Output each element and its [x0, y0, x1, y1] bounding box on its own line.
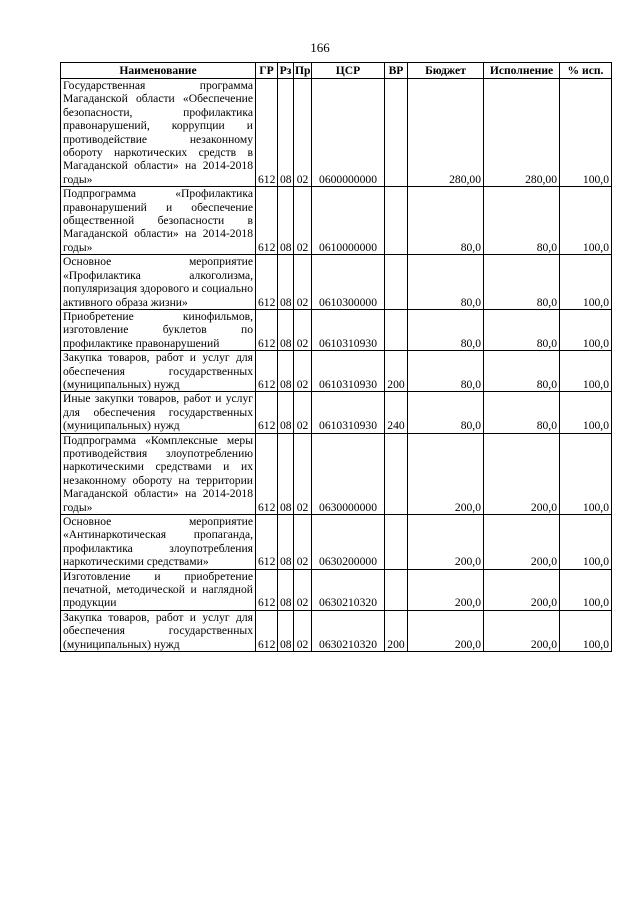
- row-name: Государственная программа Магаданской области «Обеспечение безопасности, профилактика правонарушений, коррупции и противодействие незаконному обороту наркотических средств в Магаданской области» на 2014-2018 годы»: [61, 79, 256, 187]
- row-gr: 612: [256, 79, 278, 187]
- row-gr: 612: [256, 515, 278, 570]
- row-name: Основное мероприятие «Антинаркотическая пропаганда, профилактика злоупотребления наркотическими средствами»: [61, 515, 256, 570]
- header-name: Наименование: [61, 63, 256, 79]
- row-pct: 100,0: [560, 351, 612, 392]
- row-execution: 80,0: [484, 392, 560, 433]
- row-pct: 100,0: [560, 79, 612, 187]
- row-rz: 08: [278, 255, 294, 310]
- row-gr: 612: [256, 610, 278, 651]
- row-pct: 100,0: [560, 309, 612, 350]
- row-csr: 0630000000: [312, 433, 385, 514]
- row-budget: 80,0: [408, 309, 484, 350]
- row-rz: 08: [278, 515, 294, 570]
- row-budget: 200,0: [408, 569, 484, 610]
- row-pct: 100,0: [560, 433, 612, 514]
- row-pr: 02: [294, 569, 312, 610]
- row-pr: 02: [294, 309, 312, 350]
- row-pct: 100,0: [560, 515, 612, 570]
- row-name: Закупка товаров, работ и услуг для обеспечения государственных (муниципальных) нужд: [61, 610, 256, 651]
- row-execution: 80,0: [484, 309, 560, 350]
- table-row: [61, 79, 612, 187]
- row-gr: 612: [256, 351, 278, 392]
- budget-table: [60, 62, 612, 652]
- row-name: Основное мероприятие «Профилактика алкоголизма, популяризация здорового и социально активного образа жизни»: [61, 255, 256, 310]
- row-name: Закупка товаров, работ и услуг для обеспечения государственных (муниципальных) нужд: [61, 351, 256, 392]
- row-pct: 100,0: [560, 569, 612, 610]
- row-csr: 0630210320: [312, 610, 385, 651]
- row-budget: 80,0: [408, 392, 484, 433]
- table-row: [61, 610, 612, 651]
- row-execution: 80,0: [484, 255, 560, 310]
- row-budget: 280,00: [408, 79, 484, 187]
- row-execution: 80,0: [484, 351, 560, 392]
- row-csr: 0630200000: [312, 515, 385, 570]
- row-name: Изготовление и приобретение печатной, методической и наглядной продукции: [61, 569, 256, 610]
- row-gr: 612: [256, 392, 278, 433]
- table-row: [61, 255, 612, 310]
- table-row: [61, 569, 612, 610]
- row-csr: 0610310930: [312, 392, 385, 433]
- header-pct: % исп.: [560, 63, 612, 79]
- row-budget: 200,0: [408, 610, 484, 651]
- header-rz: Рз: [278, 63, 294, 79]
- row-vr: 200: [385, 351, 408, 392]
- row-rz: 08: [278, 610, 294, 651]
- row-vr: [385, 309, 408, 350]
- row-gr: 612: [256, 309, 278, 350]
- row-rz: 08: [278, 392, 294, 433]
- row-pr: 02: [294, 433, 312, 514]
- header-vr: ВР: [385, 63, 408, 79]
- row-execution: 200,0: [484, 433, 560, 514]
- row-pct: 100,0: [560, 610, 612, 651]
- row-gr: 612: [256, 255, 278, 310]
- row-name: Подпрограмма «Комплексные меры противодействия злоупотреблению наркотическими средствами и их незаконному обороту на территории Магаданской области» на 2014-2018 годы»: [61, 433, 256, 514]
- row-vr: 200: [385, 610, 408, 651]
- row-gr: 612: [256, 187, 278, 255]
- row-execution: 280,00: [484, 79, 560, 187]
- row-budget: 200,0: [408, 433, 484, 514]
- row-vr: [385, 79, 408, 187]
- row-rz: 08: [278, 187, 294, 255]
- row-name: Приобретение кинофильмов, изготовление буклетов по профилактике правонарушений: [61, 309, 256, 350]
- row-pr: 02: [294, 515, 312, 570]
- row-csr: 0630210320: [312, 569, 385, 610]
- row-vr: 240: [385, 392, 408, 433]
- row-budget: 80,0: [408, 187, 484, 255]
- table-row: [61, 433, 612, 514]
- row-name: Подпрограмма «Профилактика правонарушений и обеспечение общественной безопасности в Магаданской области» на 2014-2018 годы»: [61, 187, 256, 255]
- row-vr: [385, 569, 408, 610]
- row-vr: [385, 255, 408, 310]
- table-row: [61, 515, 612, 570]
- header-execution: Исполнение: [484, 63, 560, 79]
- row-csr: 0610300000: [312, 255, 385, 310]
- row-budget: 200,0: [408, 515, 484, 570]
- header-gr: ГР: [256, 63, 278, 79]
- row-pr: 02: [294, 255, 312, 310]
- row-pr: 02: [294, 187, 312, 255]
- row-rz: 08: [278, 309, 294, 350]
- header-pr: Пр: [295, 63, 311, 77]
- row-csr: 0600000000: [312, 79, 385, 187]
- row-name: Иные закупки товаров, работ и услуг для обеспечения государственных (муниципальных) нужд: [61, 392, 256, 433]
- row-rz: 08: [278, 569, 294, 610]
- row-gr: 612: [256, 569, 278, 610]
- row-gr: 612: [256, 433, 278, 514]
- row-pr: 02: [294, 79, 312, 187]
- row-vr: [385, 515, 408, 570]
- row-pr: 02: [294, 351, 312, 392]
- row-pct: 100,0: [560, 392, 612, 433]
- row-budget: 80,0: [408, 351, 484, 392]
- row-csr: 0610310930: [312, 309, 385, 350]
- row-pct: 100,0: [560, 255, 612, 310]
- row-csr: 0610310930: [312, 351, 385, 392]
- header-csr: ЦСР: [312, 63, 385, 79]
- table-row: [61, 351, 612, 392]
- row-rz: 08: [278, 433, 294, 514]
- row-execution: 200,0: [484, 610, 560, 651]
- row-pr: 02: [294, 392, 312, 433]
- table-header-row: [61, 63, 612, 79]
- header-budget: Бюджет: [408, 63, 484, 79]
- row-rz: 08: [278, 79, 294, 187]
- row-execution: 200,0: [484, 515, 560, 570]
- row-vr: [385, 187, 408, 255]
- row-vr: [385, 433, 408, 514]
- row-pct: 100,0: [560, 187, 612, 255]
- page-number: 166: [310, 40, 330, 55]
- table-row: [61, 187, 612, 255]
- row-rz: 08: [278, 351, 294, 392]
- row-pr: 02: [294, 610, 312, 651]
- row-budget: 80,0: [408, 255, 484, 310]
- row-execution: 80,0: [484, 187, 560, 255]
- table-row: [61, 309, 612, 350]
- row-csr: 0610000000: [312, 187, 385, 255]
- table-row: [61, 392, 612, 433]
- row-execution: 200,0: [484, 569, 560, 610]
